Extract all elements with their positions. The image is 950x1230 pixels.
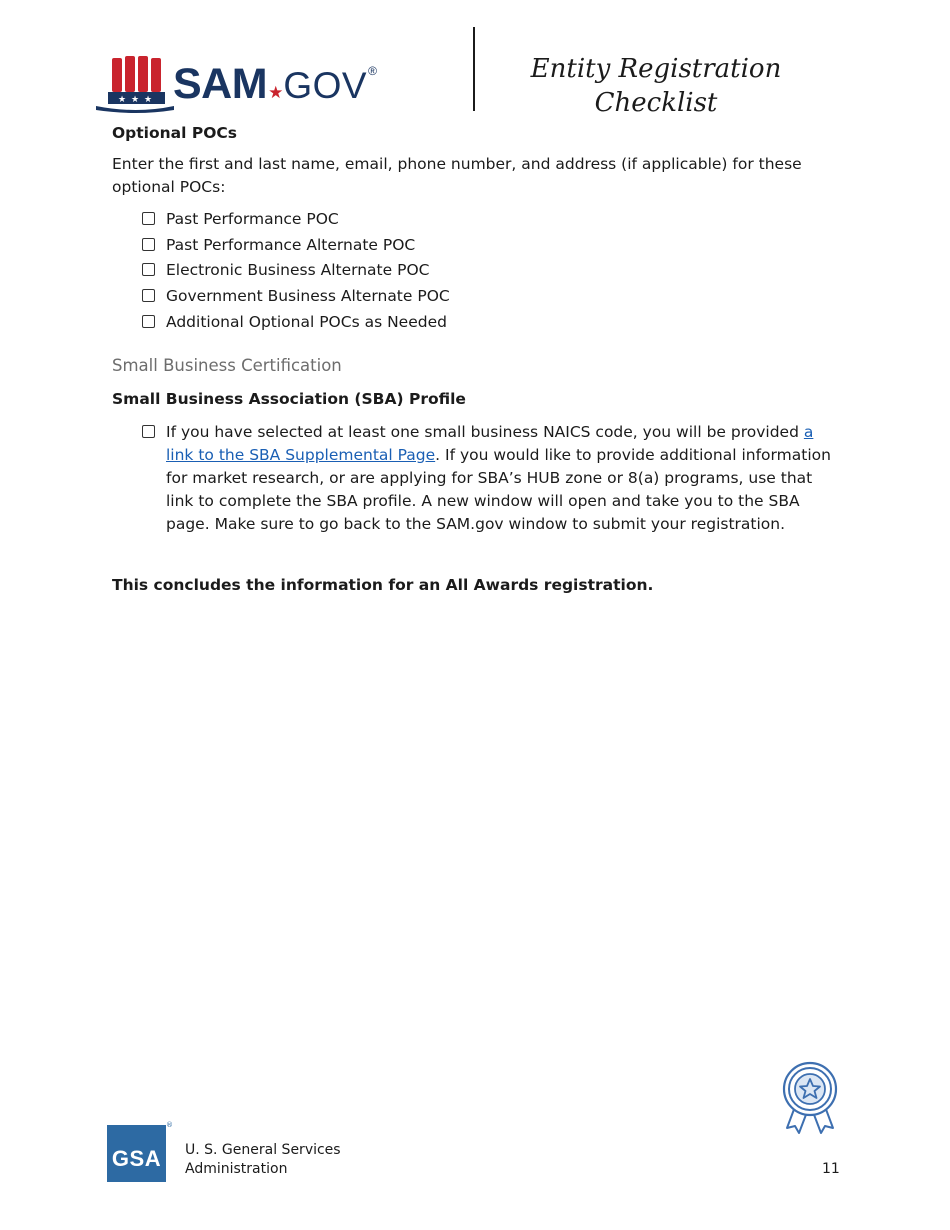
- checklist-item[interactable]: [142, 311, 447, 334]
- checklist-item[interactable]: [142, 285, 450, 308]
- sba-supplemental-link[interactable]: a link to the SBA Supplemental Page: [166, 423, 814, 464]
- checklist-item-label: Past Performance Alternate POC: [166, 236, 416, 254]
- svg-text:★: ★: [118, 95, 127, 105]
- page-number: 11: [822, 1161, 840, 1177]
- logo-sam: SAM: [173, 60, 268, 108]
- checkbox-icon[interactable]: [142, 212, 155, 225]
- checklist-item-label: Government Business Alternate POC: [166, 287, 450, 305]
- sba-profile-heading: Small Business Association (SBA) Profile: [112, 390, 466, 408]
- gsa-registered-mark: ®: [166, 1121, 173, 1129]
- logo-wordmark: [173, 60, 376, 109]
- sba-item-text: [166, 421, 838, 536]
- sba-text-before: If you have selected at least one small business NAICS code, you will be provided: [166, 423, 804, 441]
- checklist-item[interactable]: [142, 208, 339, 231]
- logo-registered: ®: [368, 64, 377, 78]
- checkbox-icon[interactable]: [142, 315, 155, 328]
- checklist-item-label: Electronic Business Alternate POC: [166, 261, 430, 279]
- sba-text-after: . If you would like to provide additional information for market research, or are applying for SBA’s HUB zone or 8(a) programs, use that link to complete the SBA profile. A new window will open and take you to the SBA page. Make sure to go back to the SAM.gov window to submit your registration.: [166, 446, 831, 533]
- title-line-1: Entity Registration: [530, 54, 782, 84]
- checklist-item-label: Past Performance POC: [166, 210, 339, 228]
- gsa-name: [185, 1141, 341, 1179]
- svg-text:★: ★: [131, 95, 140, 105]
- section-title-small-business: Small Business Certification: [112, 356, 342, 375]
- document-title: [506, 52, 806, 120]
- gsa-logo: GSA: [107, 1125, 166, 1182]
- optional-pocs-heading: Optional POCs: [112, 124, 237, 142]
- checklist-item-sba[interactable]: [142, 421, 842, 536]
- logo-star-icon: ★: [268, 83, 284, 102]
- checklist-item[interactable]: [142, 234, 415, 257]
- gsa-name-line-2: Administration: [185, 1161, 288, 1177]
- gsa-name-line-1: U. S. General Services: [185, 1142, 341, 1158]
- title-line-2: Checklist: [594, 88, 718, 118]
- checkbox-icon[interactable]: [142, 289, 155, 302]
- header-divider: [473, 27, 475, 111]
- logo-gov: GOV: [283, 65, 368, 106]
- checkbox-icon[interactable]: [142, 238, 155, 251]
- conclusion-text: This concludes the information for an All Awards registration.: [112, 576, 654, 594]
- checkbox-icon[interactable]: [142, 263, 155, 276]
- checkbox-icon[interactable]: [142, 425, 155, 438]
- checklist-item-label: Additional Optional POCs as Needed: [166, 313, 447, 331]
- header: [0, 0, 950, 125]
- optional-pocs-intro: Enter the first and last name, email, phone number, and address (if applicable) for these optional POCs:: [112, 155, 802, 196]
- checklist-item[interactable]: [142, 259, 429, 282]
- svg-text:★: ★: [144, 95, 153, 105]
- award-ribbon-icon: [779, 1060, 841, 1136]
